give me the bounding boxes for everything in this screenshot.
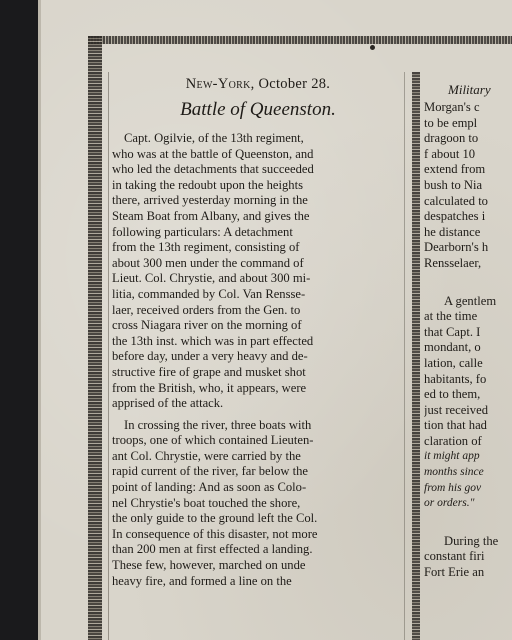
dateline — [112, 76, 404, 93]
right-block-3-first-line: During the — [444, 533, 499, 548]
right-column — [424, 82, 512, 581]
text-line: Rensselaer, — [424, 255, 482, 270]
text-line: from the 13th regiment, consisting of — [112, 240, 300, 255]
text-line: constant firi — [424, 549, 485, 564]
text-line: than 200 men at first effected a landing. — [112, 542, 313, 557]
text-line: mondant, o — [424, 340, 481, 355]
text-line: laer, received orders from the Gen. to — [112, 302, 301, 317]
right-block-3 — [424, 549, 512, 580]
right-block-1 — [424, 100, 512, 272]
text-line: habitants, fo — [424, 371, 487, 386]
text-line: to be empl — [424, 115, 478, 130]
text-line: structive fire of grape and musket shot — [112, 364, 306, 379]
text-line: from the British, who, it appears, were — [112, 380, 307, 395]
text-line: Dearborn's h — [424, 240, 489, 255]
text-line: calculated to — [424, 193, 488, 208]
article-paragraph-2 — [112, 418, 404, 590]
text-line: Capt. Ogilvie, of the 13th regiment, — [124, 131, 304, 145]
text-line: it might app — [424, 450, 480, 463]
text-line: apprised of the attack. — [112, 396, 224, 411]
text-line: the 13th inst. which was in part effected — [112, 333, 314, 348]
text-line: that Capt. I — [424, 324, 481, 339]
ink-spot — [370, 45, 375, 50]
right-block-2-first-line: A gentlem — [444, 293, 497, 308]
text-line: from his gov — [424, 481, 482, 494]
main-column — [112, 74, 404, 589]
text-line: litia, commanded by Col. Van Rensse- — [112, 286, 306, 301]
text-line: before day, under a very heavy and de- — [112, 349, 308, 364]
text-line: nel Chrystie's boat touched the shore, — [112, 495, 301, 510]
text-line: point of landing: And as soon as Colo- — [112, 480, 307, 495]
text-line: Lieut. Col. Chrystie, and about 300 mi- — [112, 271, 311, 286]
text-line: troops, one of which contained Lieuten- — [112, 433, 314, 448]
text-line: Morgan's c — [424, 100, 480, 114]
page-edge — [38, 0, 41, 640]
text-line: These few, however, marched on unde — [112, 558, 306, 573]
right-column-heading: Military — [448, 82, 491, 97]
left-ornamental-border — [88, 36, 102, 640]
column-rule-right — [404, 72, 405, 640]
text-line: at the time — [424, 309, 478, 324]
dateline-city: New-York, — [185, 76, 255, 92]
text-line: lation, calle — [424, 355, 483, 370]
text-line: Fort Erie an — [424, 565, 485, 580]
text-line: In crossing the river, three boats with — [124, 417, 312, 432]
text-line: ed to them, — [424, 387, 481, 402]
text-line: the only guide to the ground left the Col. — [112, 511, 318, 526]
text-line: despatches i — [424, 209, 486, 224]
text-line: who was at the battle of Queenston, and — [112, 146, 314, 161]
top-ornamental-border — [88, 36, 512, 44]
column-divider — [412, 72, 420, 640]
column-rule-left — [108, 72, 109, 640]
text-line: he distance — [424, 224, 481, 239]
right-block-2-italic — [424, 449, 512, 511]
text-line: extend from — [424, 162, 486, 177]
text-line: dragoon to — [424, 131, 479, 146]
text-line: f about 10 — [424, 146, 476, 161]
text-line: heavy fire, and formed a line on the — [112, 573, 292, 588]
text-line: bush to Nia — [424, 177, 483, 192]
text-line: there, arrived yesterday morning in the — [112, 193, 308, 208]
text-line: ant Col. Chrystie, were carried by the — [112, 448, 301, 463]
right-block-2 — [424, 309, 512, 449]
text-line: tion that had — [424, 418, 487, 433]
text-line: rapid current of the river, far below the — [112, 464, 309, 479]
text-line: cross Niagara river on the morning of — [112, 318, 302, 333]
article-title: Battle of Queenston. — [180, 99, 336, 120]
text-line: months since — [424, 466, 484, 479]
article-paragraph-1 — [112, 131, 404, 412]
text-line: or orders." — [424, 497, 475, 510]
text-line: Steam Boat from Albany, and gives the — [112, 208, 310, 223]
text-line: in taking the redoubt upon the heights — [112, 177, 303, 192]
text-line: just received — [424, 402, 488, 417]
text-line: about 300 men under the command of — [112, 255, 304, 270]
text-line: following particulars: A detachment — [112, 224, 293, 239]
text-line: claration of — [424, 433, 482, 448]
text-line: In consequence of this disaster, not more — [112, 526, 318, 541]
dateline-date: October 28. — [258, 76, 331, 92]
text-line: who led the detachments that succeeded — [112, 162, 314, 177]
